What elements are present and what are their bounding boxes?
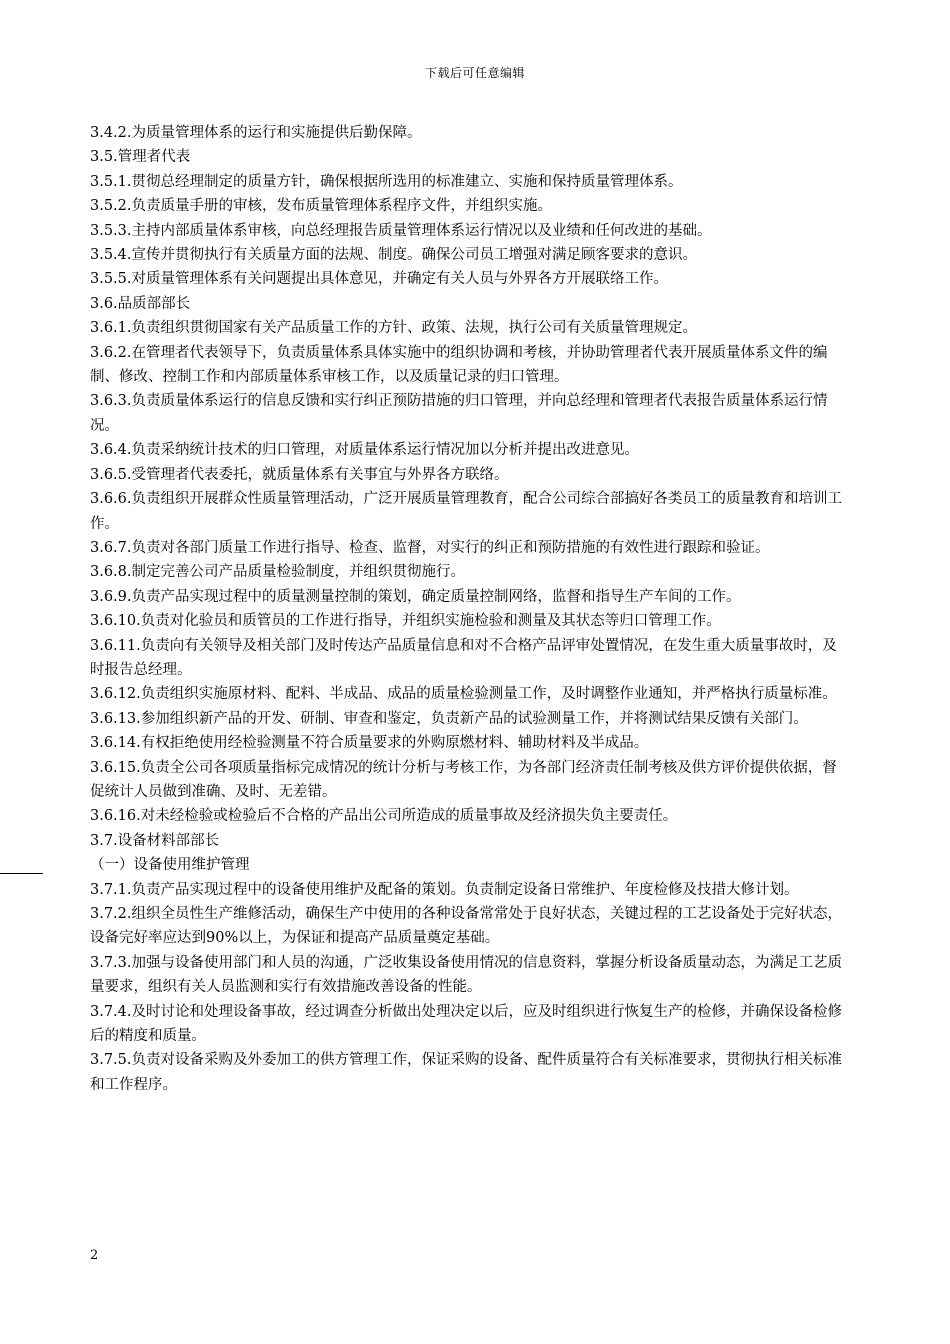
paragraph-3-5-4: 3.5.4.宣传并贯彻执行有关质量方面的法规、制度。确保公司员工增强对满足顾客要求的意识。: [90, 247, 697, 264]
paragraph-3-6-12: 3.6.12.负责组织实施原材料、配料、半成品、成品的质量检验测量工作，及时调整作业通知，并严格执行质量标准。: [90, 686, 837, 703]
paragraph-3-6-9: 3.6.9.负责产品实现过程中的质量测量控制的策划，确定质量控制网络，监督和指导生产车间的工作。: [90, 588, 741, 605]
page-number: 2: [90, 1248, 99, 1263]
section-heading-3-6: 3.6.品质部部长: [90, 295, 191, 312]
paragraph-3-5-1: 3.5.1.贯彻总经理制定的质量方针，确保根据所选用的标准建立、实施和保持质量管理体系。: [90, 173, 683, 190]
paragraph-3-7-5: 3.7.5.负责对设备采购及外委加工的供方管理工作，保证采购的设备、配件质量符合有关标准要求，贯彻执行相关标准和工作程序。: [90, 1052, 842, 1093]
paragraph-3-6-4: 3.6.4.负责采纳统计技术的归口管理，对质量体系运行情况加以分析并提出改进意见。: [90, 442, 640, 459]
paragraph-3-4-2: 3.4.2.为质量管理体系的运行和实施提供后勤保障。: [90, 125, 422, 141]
document-body: [90, 121, 846, 1097]
paragraph-3-5-5: 3.5.5.对质量管理体系有关问题提出具体意见，并确定有关人员与外界各方开展联络工作。: [90, 271, 668, 288]
paragraph-3-6-7: 3.6.7.负责对各部门质量工作进行指导、检查、监督，对实行的纠正和预防措施的有效性进行跟踪和验证。: [90, 539, 770, 556]
paragraph-3-7-3: 3.7.3.加强与设备使用部门和人员的沟通，广泛收集设备使用情况的信息资料，掌握分析设备质量动态，为满足工艺质量要求，组织有关人员监测和实行有效措施改善设备的性能。: [90, 954, 842, 996]
paragraph-3-6-5: 3.6.5.受管理者代表委托，就质量体系有关事宜与外界各方联络。: [90, 466, 509, 483]
page-header-note: 下载后可任意编辑: [424, 66, 525, 80]
subsection-heading-1: （一）设备使用维护管理: [90, 857, 250, 874]
paragraph-3-6-14: 3.6.14.有权拒绝使用经检验测量不符合质量要求的外购原燃材料、辅助材料及半成品。: [90, 735, 649, 752]
paragraph-3-6-8: 3.6.8.制定完善公司产品质量检验制度，并组织贯彻施行。: [90, 564, 466, 581]
paragraph-3-5-3: 3.5.3.主持内部质量体系审核，向总经理报告质量管理体系运行情况以及业绩和任何改进的基础。: [90, 222, 712, 239]
paragraph-3-6-13: 3.6.13.参加组织新产品的开发、研制、审查和鉴定，负责新产品的试验测量工作，并将测试结果反馈有关部门。: [90, 710, 808, 727]
paragraph-3-6-6: 3.6.6.负责组织开展群众性质量管理活动，广泛开展质量管理教育，配合公司综合部搞好各类员工的质量教育和培训工作。: [90, 491, 842, 532]
paragraph-3-5-2: 3.5.2.负责质量手册的审核，发布质量管理体系程序文件，并组织实施。: [90, 198, 553, 215]
paragraph-3-6-2: 3.6.2.在管理者代表领导下，负责质量体系具体实施中的组织协调和考核，并协助管理者代表开展质量体系文件的编制、修改、控制工作和内部质量体系审核工作，以及质量记录的归口管理。: [90, 344, 828, 386]
paragraph-3-6-1: 3.6.1.负责组织贯彻国家有关产品质量工作的方针、政策、法规，执行公司有关质量管理规定。: [90, 320, 697, 337]
paragraph-3-7-2: 3.7.2.组织全员性生产维修活动，确保生产中使用的各种设备常常处于良好状态，关键过程的工艺设备处于完好状态，设备完好率应达到90%以上，为保证和提高产品质量奠定基础。: [90, 906, 842, 947]
margin-rule: [0, 873, 43, 874]
paragraph-3-6-10: 3.6.10.负责对化验员和质管员的工作进行指导，并组织实施检验和测量及其状态等归口管理工作。: [90, 613, 721, 630]
paragraph-3-7-1: 3.7.1.负责产品实现过程中的设备使用维护及配备的策划。负责制定设备日常维护、年度检修及技措大修计划。: [90, 881, 799, 898]
paragraph-3-7-4: 3.7.4.及时讨论和处理设备事故，经过调查分析做出处理决定以后，应及时组织进行恢复生产的检修，并确保设备检修后的精度和质量。: [90, 1003, 842, 1045]
section-heading-3-7: 3.7.设备材料部部长: [90, 832, 220, 849]
paragraph-3-6-16: 3.6.16.对未经检验或检验后不合格的产品出公司所造成的质量事故及经济损失负主要责任。: [90, 808, 678, 825]
paragraph-3-6-11: 3.6.11.负责向有关领导及相关部门及时传达产品质量信息和对不合格产品评审处置情况，在发生重大质量事故时，及时报告总经理。: [90, 637, 837, 678]
paragraph-3-6-3: 3.6.3.负责质量体系运行的信息反馈和实行纠正预防措施的归口管理，并向总经理和管理者代表报告质量体系运行情况。: [90, 393, 828, 434]
section-heading-3-5: 3.5.管理者代表: [90, 149, 191, 166]
paragraph-3-6-15: 3.6.15.负责全公司各项质量指标完成情况的统计分析与考核工作，为各部门经济责任制考核及供方评价提供依据，督促统计人员做到准确、及时、无差错。: [90, 759, 837, 800]
